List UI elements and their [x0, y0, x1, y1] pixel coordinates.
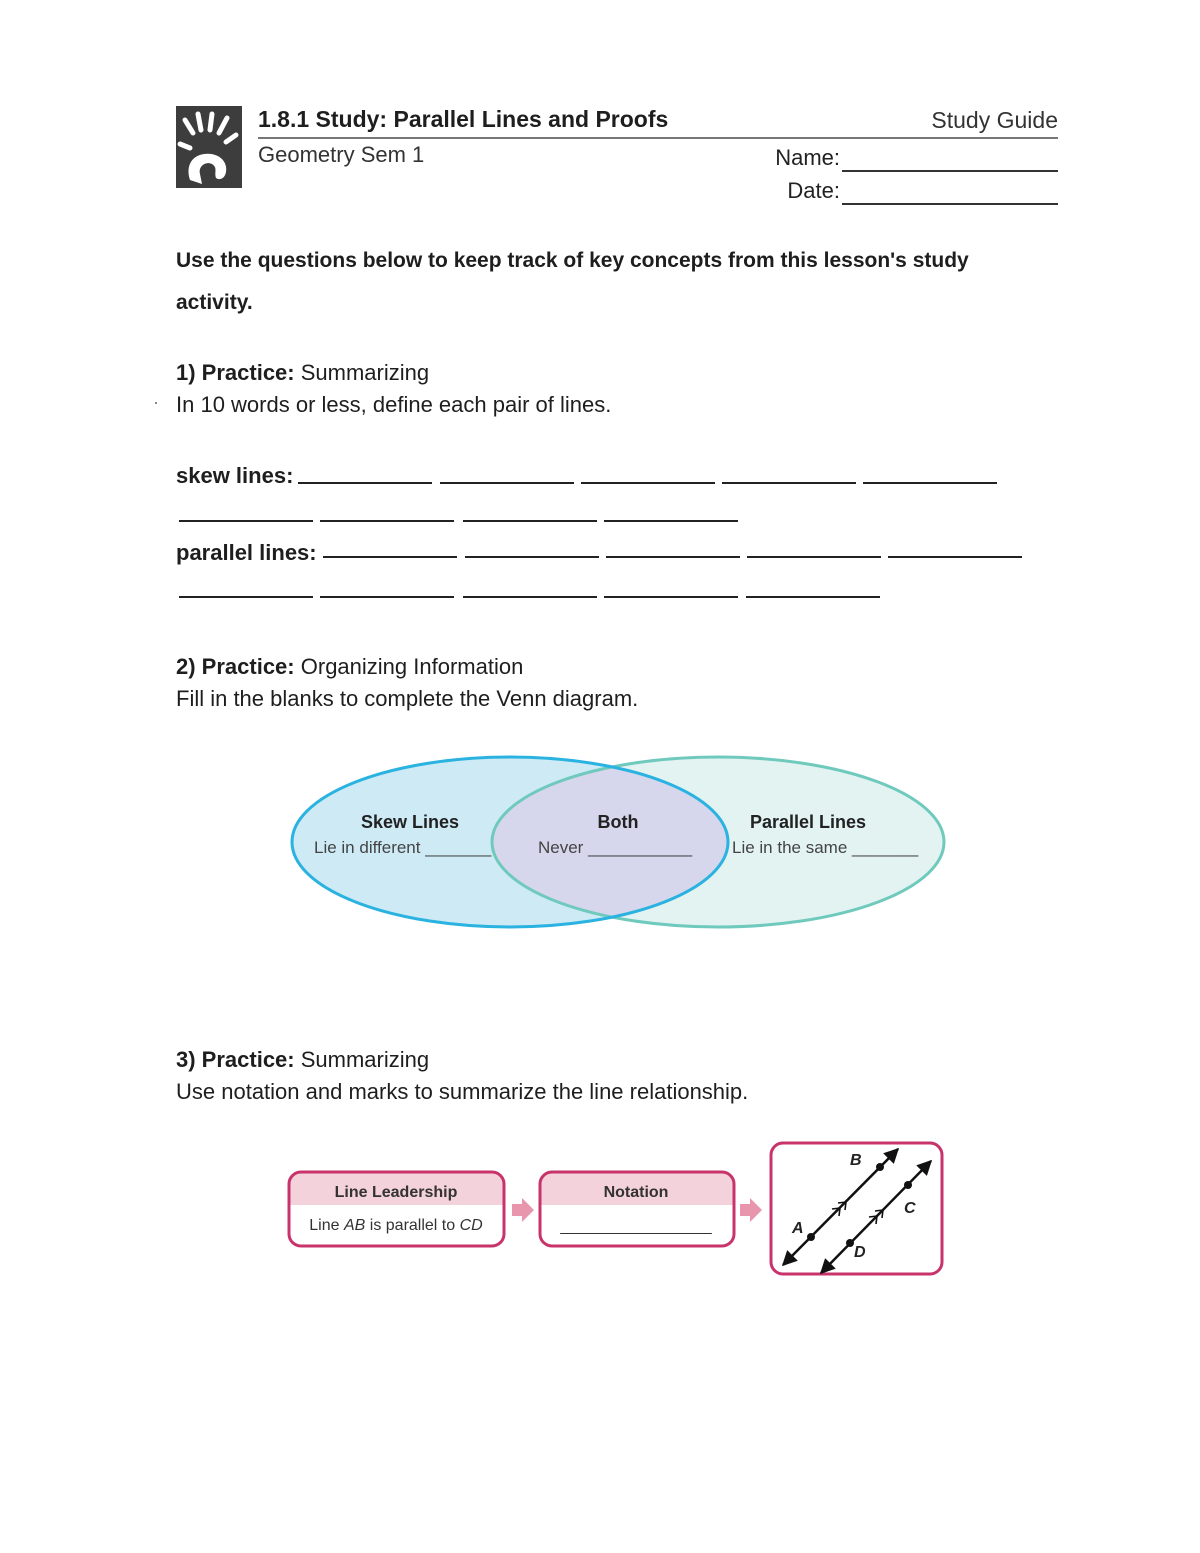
date-label: Date: — [787, 178, 840, 203]
skew-lines-label: skew lines: — [176, 463, 294, 488]
flow-arrow-1 — [512, 1198, 534, 1222]
skew-blank-7[interactable] — [320, 520, 454, 522]
flow-arrow-2 — [740, 1198, 762, 1222]
lightbulb-rays-logo-icon — [176, 106, 242, 188]
venn-right-text: Lie in the same _______ — [732, 838, 919, 857]
venn-left-text: Lie in different _______ — [314, 838, 492, 857]
q2-topic: Organizing Information — [300, 654, 524, 679]
parallel-blank-5[interactable] — [888, 556, 1022, 558]
skew-blank-2[interactable] — [440, 482, 574, 484]
q3-topic: Summarizing — [300, 1047, 430, 1072]
parallel-blank-8[interactable] — [463, 596, 597, 598]
q3-heading — [176, 1047, 429, 1073]
point-a — [807, 1233, 815, 1241]
parallel-blank-9[interactable] — [604, 596, 738, 598]
parallel-blank-1[interactable] — [323, 556, 457, 558]
name-label: Name: — [775, 145, 840, 170]
q1-number: 1) Practice: — [176, 360, 295, 385]
line-relationship-diagram — [280, 1135, 950, 1290]
line-leadership-statement: Line AB is parallel to CD — [309, 1217, 483, 1234]
skew-blank-4[interactable] — [722, 482, 856, 484]
q1-topic: Summarizing — [300, 360, 430, 385]
q3-number: 3) Practice: — [176, 1047, 295, 1072]
notation-box[interactable] — [540, 1172, 734, 1246]
course-name: Geometry Sem 1 — [258, 142, 425, 167]
parallel-lines-label: parallel lines: — [176, 540, 317, 565]
q2-prompt: Fill in the blanks to complete the Venn diagram. — [176, 686, 639, 711]
label-a: A — [792, 1220, 804, 1237]
skew-blank-5[interactable] — [863, 482, 997, 484]
notation-title: Notation — [603, 1184, 669, 1201]
skew-blank-6[interactable] — [179, 520, 313, 522]
instructions: Use the questions below to keep track of key concepts from this lesson's study activity. — [176, 249, 969, 314]
skew-blank-1[interactable] — [298, 482, 432, 484]
parallel-blank-3[interactable] — [606, 556, 740, 558]
parallel-blank-4[interactable] — [747, 556, 881, 558]
venn-middle-title: Both — [597, 812, 639, 832]
skew-blank-3[interactable] — [581, 482, 715, 484]
q2-heading — [176, 654, 523, 680]
header-divider — [258, 137, 1058, 139]
venn-diagram — [280, 745, 960, 950]
skew-blank-9[interactable] — [604, 520, 738, 522]
parallel-blank-6[interactable] — [179, 596, 313, 598]
name-field[interactable] — [842, 170, 1058, 172]
point-b — [876, 1163, 884, 1171]
parallel-blank-7[interactable] — [320, 596, 454, 598]
document-type: Study Guide — [931, 107, 1058, 133]
parallel-lines-figure — [771, 1143, 942, 1274]
label-d: D — [854, 1244, 866, 1261]
stray-mark — [155, 402, 157, 404]
venn-middle-text: Never ___________ — [538, 838, 693, 857]
q2-number: 2) Practice: — [176, 654, 295, 679]
line-leadership-title: Line Leadership — [334, 1184, 458, 1201]
line-leadership-box — [289, 1172, 504, 1246]
label-c: C — [904, 1200, 916, 1217]
parallel-blank-10[interactable] — [746, 596, 880, 598]
parallel-blank-2[interactable] — [465, 556, 599, 558]
point-d — [846, 1239, 854, 1247]
page-title: 1.8.1 Study: Parallel Lines and Proofs — [258, 106, 669, 132]
q3-prompt: Use notation and marks to summarize the line relationship. — [176, 1079, 749, 1104]
q1-heading — [176, 360, 429, 386]
q1-prompt: In 10 words or less, define each pair of lines. — [176, 392, 612, 417]
venn-right-title: Parallel Lines — [749, 812, 867, 832]
skew-blank-8[interactable] — [463, 520, 597, 522]
notation-blank[interactable]: _________________ — [560, 1218, 712, 1235]
label-b: B — [850, 1152, 862, 1169]
venn-left-title: Skew Lines — [360, 812, 460, 832]
date-field[interactable] — [842, 203, 1058, 205]
point-c — [904, 1181, 912, 1189]
